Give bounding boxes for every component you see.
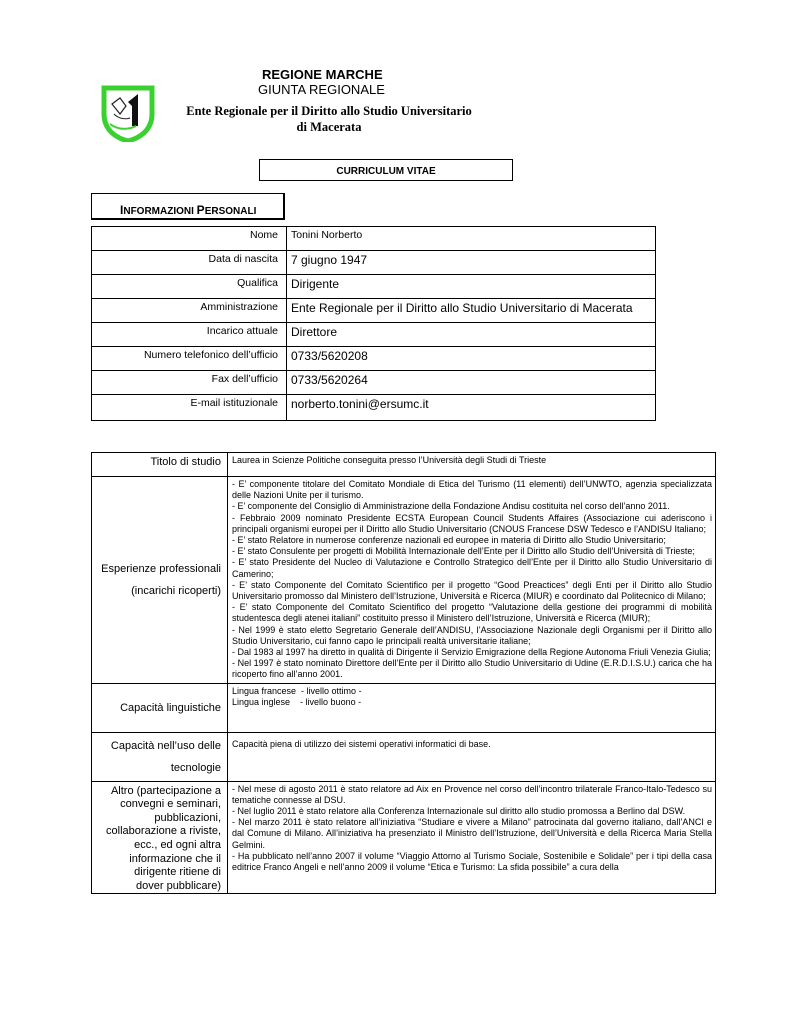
region-subtitle: GIUNTA REGIONALE (258, 82, 385, 97)
list-item: Lingua inglese - livello buono - (232, 696, 362, 707)
list-item: - Nel 1999 è stato eletto Segretario Generale dell’ANDISU, l’Associazione Nazionale degli Organismi per il Diritto allo Studio Universitario, cui fanno capo le principali realtà universitarie italiane; (232, 624, 712, 646)
section-title-rest2: ERSONALI (204, 206, 257, 217)
list-item: - E’ componente del Consiglio di Amministrazione della Fondazione Andisu costituita nel corso dell’anno 2011. (232, 501, 670, 512)
list-item: - Dal 1983 al 1997 ha diretto in qualità di Dirigente il Servizio Emigrazione della Regione Autonoma Friuli Venezia Giulia; (232, 647, 711, 658)
label-altro-line: Altro (partecipazione a (110, 784, 221, 797)
list-item: - Nel mese di agosto 2011 è stato relatore ad Aix en Provence nel corso dell’incontro trilaterale Franco-Italo-Tedesco su tematiche connesse al DSU. (232, 783, 712, 805)
value-data-nascita: 7 giugno 1947 (287, 251, 656, 275)
value-altro (228, 781, 716, 894)
label-altro-line: convegni e seminari, (120, 798, 221, 811)
table-row (92, 227, 656, 251)
table-row (92, 683, 716, 732)
label-data-nascita: Data di nascita (92, 251, 287, 275)
ente-name (174, 103, 484, 135)
label-altro (92, 781, 228, 894)
label-esperienze-line1: Esperienze professionali (101, 562, 221, 575)
ente-name-line2: di Macerata (296, 120, 362, 134)
label-altro-line: dover pubblicare) (136, 879, 221, 892)
regione-marche-logo-icon (100, 84, 156, 142)
cv-title: CURRICULUM VITAE (259, 159, 513, 181)
table-row (92, 251, 656, 275)
list-item: - Nel luglio 2011 è stato relatore alla Conferenza Internazionale sul diritto allo studio promossa a Berlino dal DSW. (232, 806, 686, 817)
label-altro-line: dirigente ritiene di (134, 866, 221, 879)
table-row (92, 453, 716, 477)
section-title-cap2: P (196, 203, 205, 217)
label-amministrazione: Amministrazione (92, 299, 287, 323)
label-altro-line: collaborazione a riviste, (106, 825, 221, 838)
table-row (92, 395, 656, 421)
list-item: Lingua francese - livello ottimo - (232, 685, 362, 696)
value-esperienze (228, 477, 716, 684)
label-capacita-line1: Capacità nell’uso delle (110, 739, 221, 752)
list-item: - E’ stato Relatore in numerose conferenze nazionali ed europee in materia di Diritto allo Studio Universitario; (232, 535, 666, 546)
label-qualifica: Qualifica (92, 275, 287, 299)
table-row (92, 323, 656, 347)
list-item: - Nel marzo 2011 è stato relatore all’iniziativa “Studiare e vivere a Milano” patrocinata dal governo italiano, dall’ANCI e dal Comune di Milano. All’iniziativa ha presenziato il Ministro dell’Istruzione, dell’Università e della Ricerca Maria Stella Gelmini. (232, 817, 712, 850)
table-row (92, 371, 656, 395)
list-item: - E’ componente titolare del Comitato Mondiale di Etica del Turismo (11 elementi) dell’UNWTO, agenzia specializzata delle Nazioni Unite per il turismo. (232, 479, 712, 501)
list-item: - E’ stato Consulente per progetti di Mobilità Internazionale dell’Ente per il Diritto allo Studio dell’Università di Trieste; (232, 546, 695, 557)
label-email: E-mail istituzionale (92, 395, 287, 421)
value-amministrazione: Ente Regionale per il Diritto allo Studio Universitario di Macerata (287, 299, 656, 323)
value-fax: 0733/5620264 (287, 371, 656, 395)
list-item: - Nel 1997 è stato nominato Direttore dell’Ente per il Diritto allo Studio Universitario di Udine (E.R.D.I.S.U.) carica che ha ricoperto fino all’anno 2001. (232, 658, 712, 680)
label-nome: Nome (92, 227, 287, 251)
label-esperienze-line2: (incarichi ricoperti) (131, 584, 221, 597)
personal-info-table (91, 226, 656, 421)
table-row (92, 347, 656, 371)
region-title: REGIONE MARCHE (262, 67, 383, 82)
label-altro-line: informazione che il (129, 852, 221, 865)
ente-name-line1: Ente Regionale per il Diritto allo Studio Universitario (186, 104, 472, 118)
value-email[interactable]: norberto.tonini@ersumc.it (287, 395, 656, 421)
table-row (92, 781, 716, 894)
section-title (91, 193, 285, 220)
value-lingue (228, 683, 716, 732)
cv-details-table (91, 452, 716, 894)
value-nome: Tonini Norberto (287, 227, 656, 251)
label-fax: Fax dell’ufficio (92, 371, 287, 395)
list-item: - Ha pubblicato nell’anno 2007 il volume “Viaggio Attorno al Turismo Sociale, Sostenibile e Solidale” per i tipi della casa editrice Franco Angeli e nell’anno 2009 il volume “Etica e Turismo: La sfida possibile” a cura della (232, 850, 712, 873)
table-row (92, 477, 716, 684)
label-altro-line: pubblicazioni, (154, 811, 221, 824)
table-row (92, 732, 716, 781)
list-item: - E’ stato Componente del Comitato Scientifico per il progetto “Good Preactices” degli Enti per il Diritto allo Studio Universitario promosso dal Ministero dell’Istruzione, Università e Ricerca (MIUR) e coordinato dal Politecnico di Milano; (232, 579, 712, 602)
value-qualifica: Dirigente (287, 275, 656, 299)
table-row (92, 275, 656, 299)
label-capacita-line2: tecnologie (170, 761, 221, 774)
label-esperienze (92, 477, 228, 684)
list-item: - E’ stato Presidente del Nucleo di Valutazione e Controllo Strategico dell’Ente per il Diritto allo Studio Universitario di Camerino; (232, 557, 712, 579)
section-title-cap1: I (120, 203, 124, 217)
label-lingue: Capacità linguistiche (92, 683, 228, 732)
list-item: - E’ stato Componente del Comitato Scientifico del progetto “Valutazione della gestione dei programmi di mobilità studentesca degli atenei italiani” costituito presso il Ministero dell’Istruzione, Università e Ricerca (MIUR); (232, 602, 712, 624)
value-telefono: 0733/5620208 (287, 347, 656, 371)
label-telefono: Numero telefonico dell’ufficio (92, 347, 287, 371)
list-item: - Febbraio 2009 nominato Presidente ECSTA European Council Students Affaires (Associazione cui aderiscono i principali organismi europei per il Diritto allo Studio Universitario (CNOUS Francese DSW Tedesco e l’ANDISU Italiano; (232, 512, 712, 534)
value-capacita: Capacità piena di utilizzo dei sistemi operativi informatici di base. (228, 732, 716, 781)
label-altro-line: ecc., ed ogni altra (134, 839, 221, 852)
value-incarico: Direttore (287, 323, 656, 347)
table-row (92, 299, 656, 323)
label-incarico: Incarico attuale (92, 323, 287, 347)
section-title-rest1: NFORMAZIONI (123, 206, 197, 217)
label-capacita (92, 732, 228, 781)
label-titolo-studio: Titolo di studio (92, 453, 228, 477)
value-titolo-studio: Laurea in Scienze Politiche conseguita presso l’Università degli Studi di Trieste (228, 453, 716, 477)
